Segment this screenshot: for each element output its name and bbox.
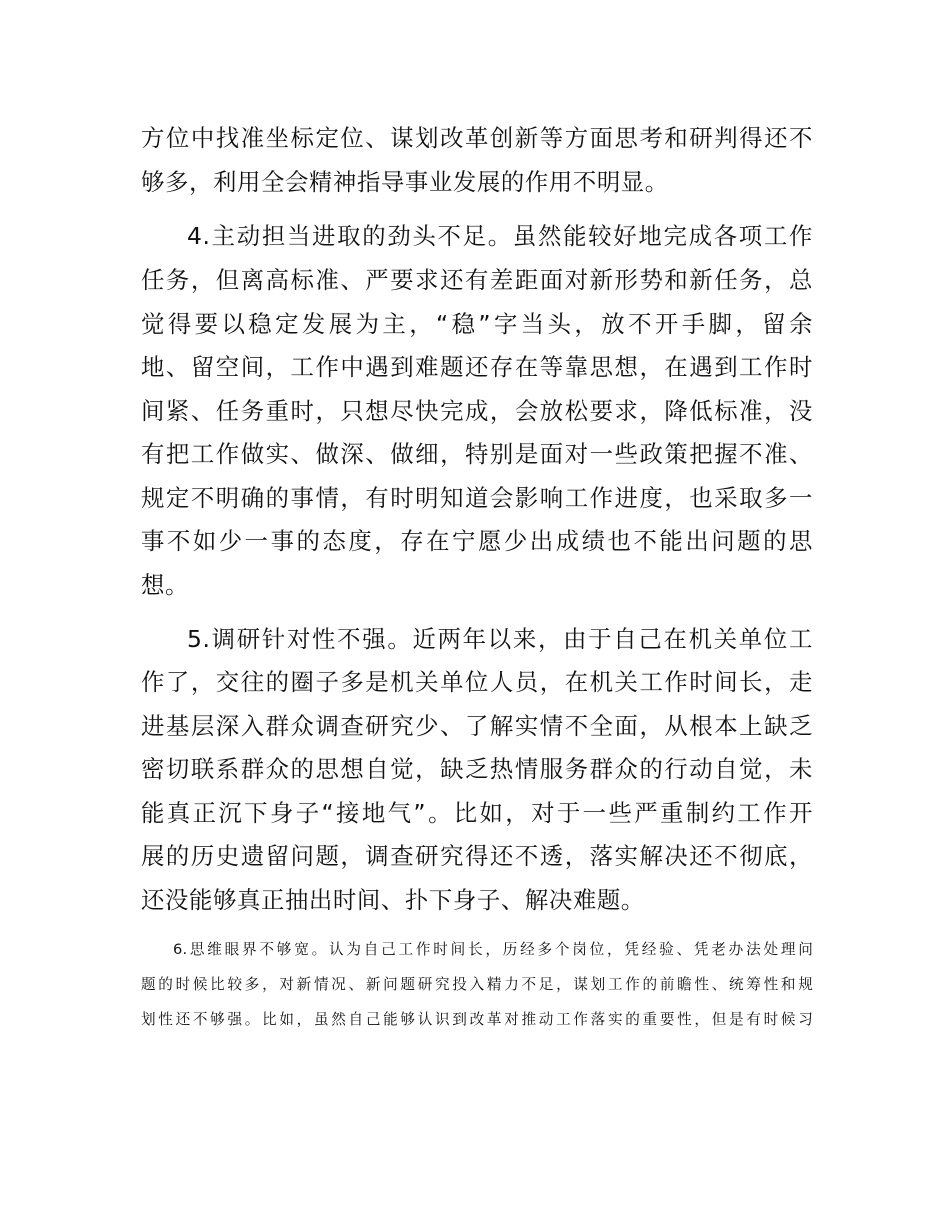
- text-line: 有把工作做实、做深、做细，特别是面对一些政策把握不准、: [141, 440, 813, 468]
- text-line: 事不如少一事的态度，存在宁愿少出成绩也不能出问题的思: [141, 527, 813, 555]
- text-line: 划性还不够强。比如，虽然自己能够认识到改革对推动工作落实的重要性，但是有时候习: [141, 1011, 813, 1028]
- text-line: 进基层深入群众调查研究少、了解实情不全面，从根本上缺乏: [141, 712, 813, 740]
- text-line: 想。: [141, 571, 189, 599]
- text-line: 方位中找准坐标定位、谋划改革创新等方面思考和研判得还不: [141, 124, 813, 152]
- text-line: 密切联系群众的思想自觉，缺乏热情服务群众的行动自觉，未: [141, 755, 813, 783]
- text-line: 作了，交往的圈子多是机关单位人员，在机关工作时间长，走: [141, 668, 813, 696]
- text-line: 题的时候比较多，对新情况、新问题研究投入精力不足，谋划工作的前瞻性、统筹性和规: [141, 976, 813, 993]
- text-line: 能真正沉下身子“接地气”。比如，对于一些严重制约工作开: [141, 799, 813, 827]
- text-line: 规定不明确的事情，有时明知道会影响工作进度，也采取多一: [141, 484, 813, 512]
- paragraph-6-heading-line: 6.思维眼界不够宽。认为自己工作时间长，历经多个岗位，凭经验、凭老办法处理问: [173, 941, 813, 958]
- text-line: 够多，利用全会精神指导事业发展的作用不明显。: [141, 168, 669, 196]
- text-line: 间紧、任务重时，只想尽快完成，会放松要求，降低标准，没: [141, 397, 813, 425]
- text-line: 展的历史遗留问题，调查研究得还不透，落实解决还不彻底，: [141, 842, 813, 870]
- text-line: 觉得要以稳定发展为主，“稳”字当头，放不开手脚，留余: [141, 310, 813, 338]
- text-line: 地、留空间，工作中遇到难题还存在等靠思想，在遇到工作时: [141, 353, 813, 381]
- paragraph-5-heading-line: 5.调研针对性不强。近两年以来，由于自己在机关单位工: [187, 625, 813, 653]
- text-line: 还没能够真正抽出时间、扑下身子、解决难题。: [141, 886, 645, 914]
- paragraph-4-heading-line: 4.主动担当进取的劲头不足。虽然能较好地完成各项工作: [187, 222, 813, 250]
- text-line: 任务，但离高标准、严要求还有差距面对新形势和新任务，总: [141, 266, 813, 294]
